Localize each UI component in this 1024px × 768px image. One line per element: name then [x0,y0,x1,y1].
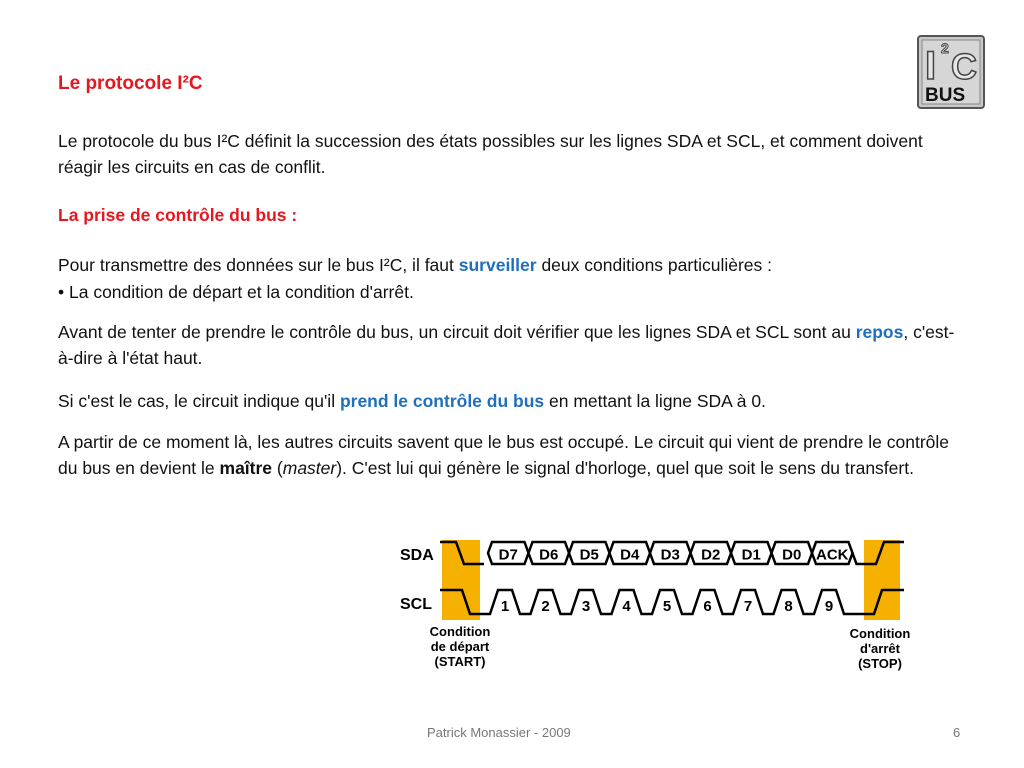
bullet-item: • La condition de départ et la condition d'arrêt. [58,282,414,302]
slide-title: Le protocole I²C [58,73,203,94]
italic-master: master [282,458,337,478]
scl-pulse-label: 8 [784,598,793,615]
scl-pulse-label: 5 [662,598,672,615]
page-number: 6 [953,725,961,740]
stop-condition-zone [864,540,900,620]
start-caption: (START) [434,654,486,669]
highlight-surveiller: surveiller [458,255,537,275]
text: en mettant la ligne SDA à 0. [544,391,766,411]
sda-label: SDA [400,547,434,564]
stop-caption: Condition [849,626,911,641]
stop-caption: (STOP) [858,656,902,671]
text: , c'est-à-dire à l'état haut. [58,322,955,368]
start-caption: de départ [430,639,490,654]
logo-bus-text: BUS [925,85,966,106]
scl-pulse-label: 1 [500,598,510,615]
start-condition-zone [442,540,480,620]
paragraph-repos [58,319,958,371]
text: Si c'est le cas, le circuit indique qu'il [58,391,340,411]
scl-pulse-label: 2 [541,598,550,615]
paragraph-prend-controle [58,388,958,414]
sda-bit-label: D2 [701,546,721,564]
scl-pulse-label: 7 [743,598,753,615]
sda-bit-label: D7 [498,546,518,564]
scl-pulse-label: 9 [824,598,834,615]
sda-bit-label: D4 [620,546,640,564]
sda-bit-label: D1 [741,546,761,564]
logo-superscript: 2 [941,40,949,56]
bold-maitre: maître [219,458,273,478]
scl-pulse-label: 6 [703,598,712,615]
i2c-bus-logo [917,35,985,109]
sda-bit-label: D6 [539,546,559,564]
logo-letter-c: C [951,46,977,87]
section-subheading: La prise de contrôle du bus : [58,205,298,225]
sda-bit-label: D3 [660,546,680,564]
text: ( [272,458,283,478]
stop-caption: d'arrêt [860,641,900,656]
scl-clock-waveform [440,590,904,614]
paragraph-maitre [58,429,958,481]
scl-label: SCL [400,596,432,613]
text: ). C'est lui qui génère le signal d'horloge, quel que soit le sens du transfert. [336,458,914,478]
logo-letter-i: I [925,44,937,88]
i2c-timing-diagram [394,532,916,682]
paragraph-surveiller [58,252,958,278]
scl-pulse-label: 3 [581,598,591,615]
highlight-prend-controle: prend le contrôle du bus [339,391,545,411]
intro-paragraph: Le protocole du bus I²C définit la succession des états possibles sur les lignes SDA et SCL, et comment doivent réagir les circuits en cas de conflit. [58,131,923,177]
highlight-repos: repos [855,322,904,342]
text: A partir de ce moment là, les autres circuits savent que le bus est occupé. Le circuit qui vient de prendre le contrôle du bus en devient le [58,432,950,478]
footer-credit: Patrick Monassier - 2009 [427,725,571,740]
start-caption: Condition [429,624,491,639]
sda-bit-label: ACK [816,546,849,564]
text: Avant de tenter de prendre le contrôle du bus, un circuit doit vérifier que les lignes SDA et SCL sont au [58,322,856,342]
scl-pulse-label: 4 [622,598,631,615]
text: Pour transmettre des données sur le bus I²C, il faut [58,255,459,275]
sda-bit-label: D5 [579,546,599,564]
sda-bit-label: D0 [782,546,802,564]
text: deux conditions particulières : [536,255,772,275]
